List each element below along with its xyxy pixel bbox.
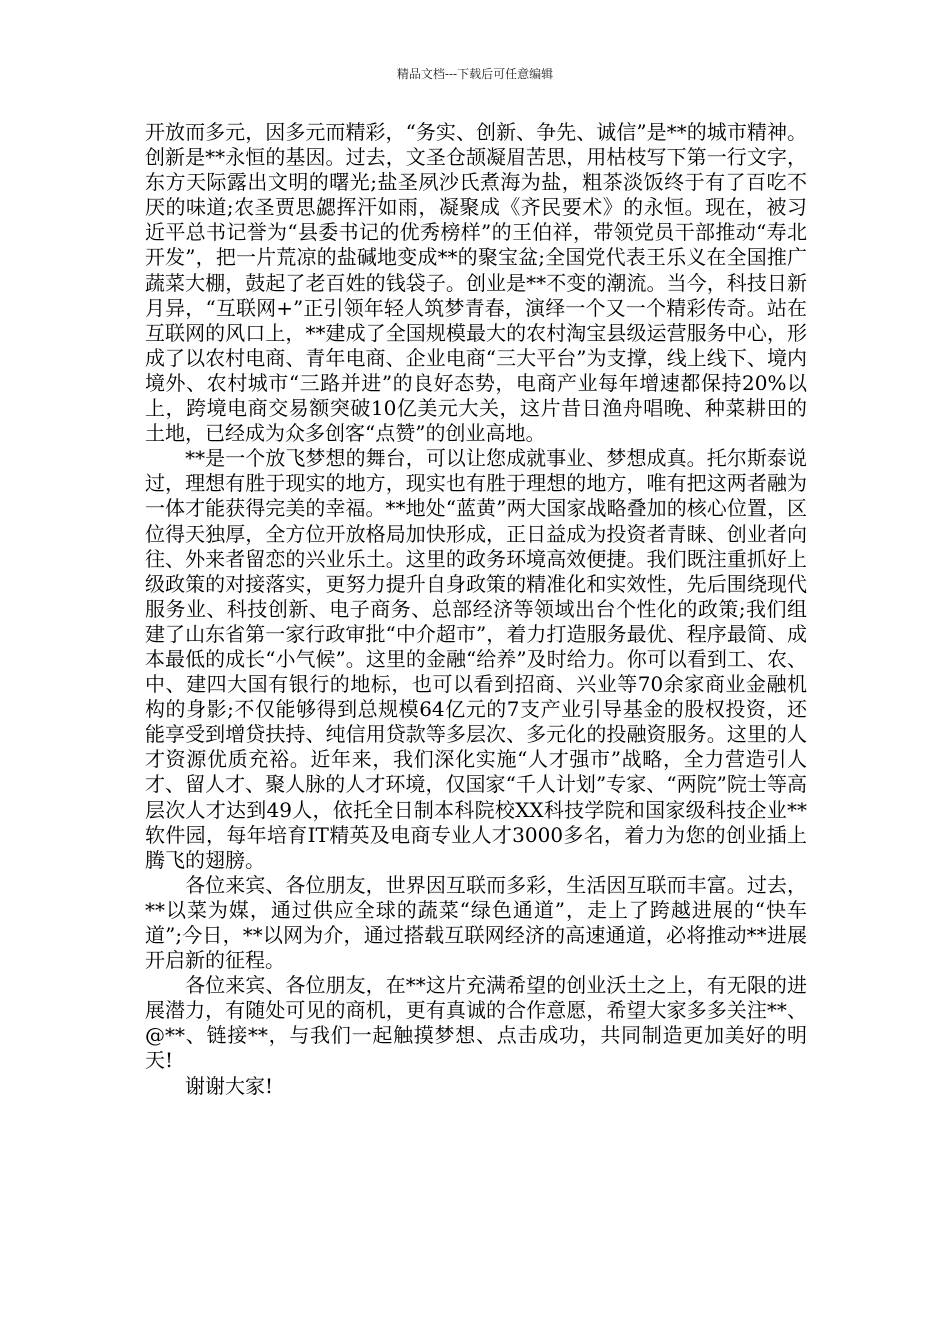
paragraph-dream-stage: **是一个放飞梦想的舞台，可以让您成就事业、梦想成真。托尔斯泰说过，理想有胜于现实的地方，现实也有胜于理想的地方，唯有把这两者融为一体才能获得完美的幸福。**地处“蓝黄”两大国家战略叠加的核心位置，区位得天独厚，全方位开放格局加快形成，正日益成为投资者青睐、创业者向往、外来者留恋的兴业乐土。这里的政务环境高效便捷。我们既注重抓好上级政策的对接落实，更努力提升自身政策的精准化和实效性，先后围绕现代服务业、科技创新、电子商务、总部经济等领域出台个性化的政策;我们组建了山东省第一家行政审批“中介超市”，着力打造服务最优、程序最简、成本最低的成长“小气候”。这里的金融“给养”及时给力。你可以看到工、农、中、建四大国有银行的地标，也可以看到招商、兴业等70余家商业金融机构的身影;不仅能够得到总规模64亿元的7支产业引导基金的股权投资，还能享受到增贷扶持、纯信用贷款等多层次、多元化的投融资服务。这里的人才资源优质充裕。近年来，我们深化实施“人才强市”战略，全力营造引人才、留人才、聚人脉的人才环境，仅国家“千人计划”专家、“两院”院士等高层次人才达到49人，依托全日制本科院校XX科技学院和国家级科技企业**软件园，每年培育IT精英及电商专业人才3000多名，着力为您的创业插上腾飞的翅膀。	[145, 446, 807, 872]
paragraph-thanks: 谢谢大家!	[145, 1073, 274, 1098]
paragraph-innovation: 开放而多元，因多元而精彩，“务实、创新、争先、诚信”是**的城市精神。创新是**永恒的基因。过去，文圣仓颉凝眉苦思，用枯枝写下第一行文字，东方天际露出文明的曙光;盐圣夙沙氏煮海为盐，粗茶淡饭终于有了百吃不厌的味道;农圣贾思勰挥汗如雨，凝聚成《齐民要术》的永恒。现在，被习近平总书记誉为“县委书记的优秀榜样”的王伯祥，带领党员干部推动“寿北开发”，把一片荒凉的盐碱地变成**的聚宝盆;全国党代表王乐义在全国推广蔬菜大棚，鼓起了老百姓的钱袋子。创业是**不变的潮流。当今，科技日新月异，“互联网+”正引领年轻人筑梦青春，演绎一个又一个精彩传奇。站在互联网的风口上，**建成了全国规模最大的农村淘宝县级运营服务中心，形成了以农村电商、青年电商、企业电商“三大平台”为支撑，线上线下、境内境外、农村城市“三路并进”的良好态势，电商产业每年增速都保持20%以上，跨境电商交易额突破10亿美元大关，这片昔日渔舟唱晚、种菜耕田的土地，已经成为众多创客“点赞”的创业高地。	[145, 120, 807, 446]
paragraph-internet: 各位来宾、各位朋友，世界因互联而多彩，生活因互联而丰富。过去，**以菜为媒，通过供应全球的蔬菜“绿色通道”，走上了跨越进展的“快车道”;今日，**以网为介，通过搭载互联网经济的高速通道，必将推动**进展开启新的征程。	[145, 872, 807, 973]
article-body	[145, 120, 807, 1099]
page-header: 精品文档---下载后可任意编辑	[396, 67, 554, 81]
paragraph-invitation: 各位来宾、各位朋友，在**这片充满希望的创业沃土之上，有无限的进展潜力，有随处可见的商机，更有真诚的合作意愿，希望大家多多关注**、@**、链接**，与我们一起触摸梦想、点击成功，共同制造更加美好的明天!	[145, 973, 807, 1073]
